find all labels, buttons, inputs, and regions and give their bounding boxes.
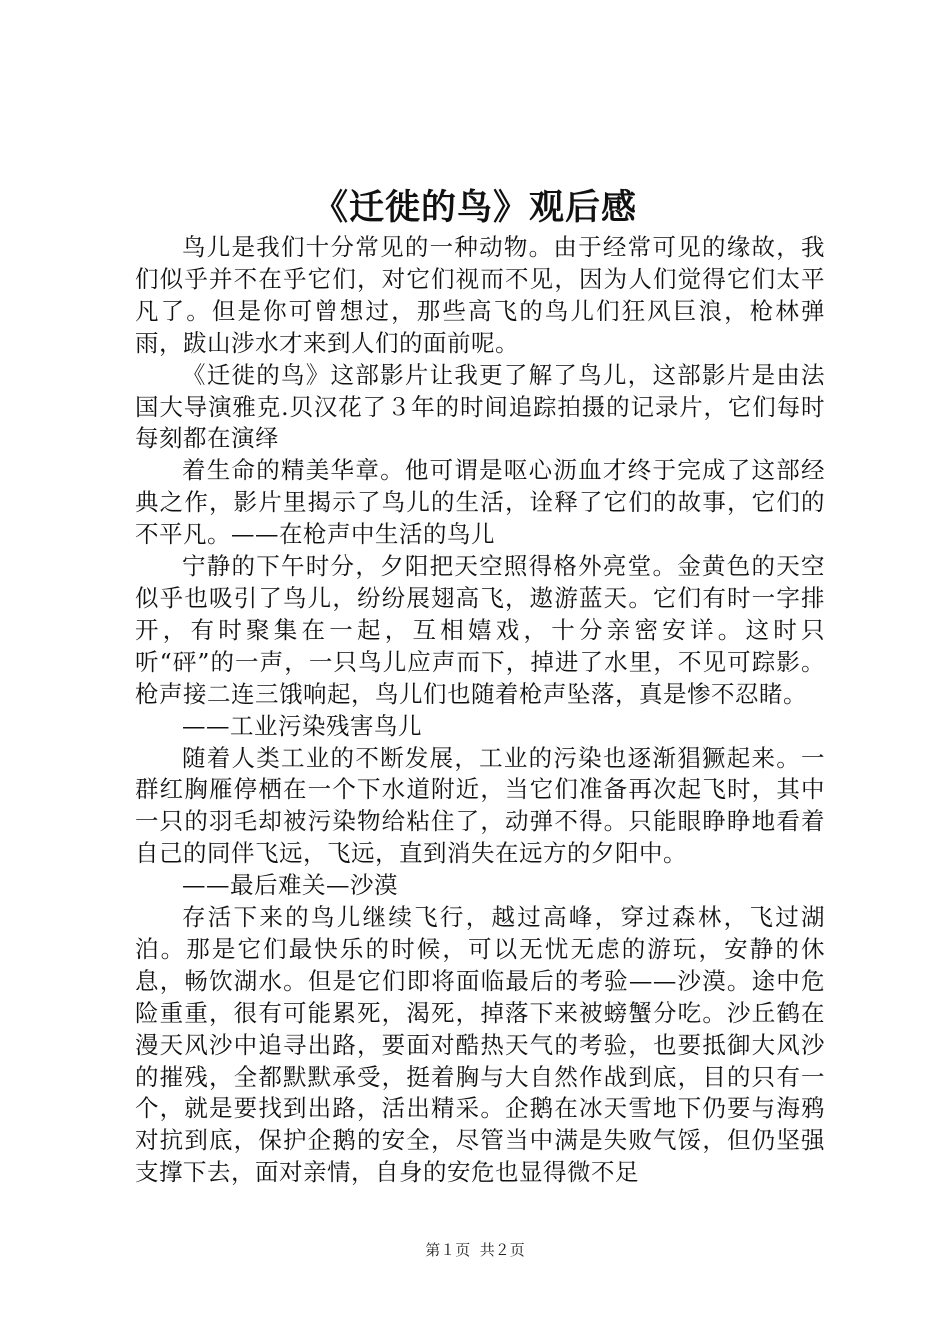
paragraph-gunfire: 宁静的下午时分，夕阳把天空照得格外亮堂。金黄色的天空似乎也吸引了鸟儿，纷纷展翅高飞，遨游蓝天。它们有时一字排开，有时聚集在一起，互相嬉戏，十分亲密安详。这时只听“砰”的一声，一只鸟儿应声而下，掉进了水里，不见可踪影。枪声接二连三饿响起，鸟儿们也随着枪声坠落，真是惨不忍睹。 — [135, 552, 825, 708]
page-total: 共２页 — [479, 1241, 525, 1259]
page-footer — [0, 1240, 950, 1260]
section-heading-pollution: ——工业污染残害鸟儿 — [182, 711, 422, 740]
paragraph-pollution: 随着人类工业的不断发展，工业的污染也逐渐猖獗起来。一群红胸雁停栖在一个下水道附近，当它们准备再次起飞时，其中一只的羽毛却被污染物给粘住了，动弹不得。只能眼睁睁地看着自己的同伴飞远，飞远，直到消失在远方的夕阳中。 — [135, 743, 825, 868]
paragraph-masterpiece: 着生命的精美华章。他可谓是呕心沥血才终于完成了这部经典之作，影片里揭示了鸟儿的生活，诠释了它们的故事，它们的不平凡。——在枪声中生活的鸟儿 — [135, 456, 825, 549]
document-title: 《迁徙的鸟》观后感 — [312, 187, 637, 228]
section-heading-desert: ——最后难关—沙漠 — [182, 871, 398, 900]
document-body — [135, 232, 825, 1189]
paragraph-intro: 鸟儿是我们十分常见的一种动物。由于经常可见的缘故，我们似乎并不在乎它们，对它们视而不见，因为人们觉得它们太平凡了。但是你可曾想过，那些高飞的鸟儿们狂风巨浪，枪林弹雨，跋山涉水才来到人们的面前呢。 — [135, 233, 825, 357]
page-number: 第１页 — [425, 1241, 471, 1259]
paragraph-desert: 存活下来的鸟儿继续飞行，越过高峰，穿过森林，飞过湖泊。那是它们最快乐的时候，可以无忧无虑的游玩，安静的休息，畅饮湖水。但是它们即将面临最后的考验——沙漠。途中危险重重，很有可能累死，渴死，掉落下来被螃蟹分吃。沙丘鹤在漫天风沙中追寻出路，要面对酷热天气的考验，也要抵御大风沙的摧残，全都默默承受，挺着胸与大自然作战到底，目的只有一个，就是要找到出路，活出精采。企鹅在冰天雪地下仍要与海鸦对抗到底，保护企鹅的安全，尽管当中满是失败气馁，但仍坚强支撑下去，面对亲情，自身的安危也显得微不足 — [135, 903, 825, 1187]
paragraph-film: 《迁徙的鸟》这部影片让我更了解了鸟儿，这部影片是由法国大导演雅克.贝汉花了３年的时间追踪拍摄的记录片，它们每时每刻都在演绎 — [135, 360, 825, 453]
